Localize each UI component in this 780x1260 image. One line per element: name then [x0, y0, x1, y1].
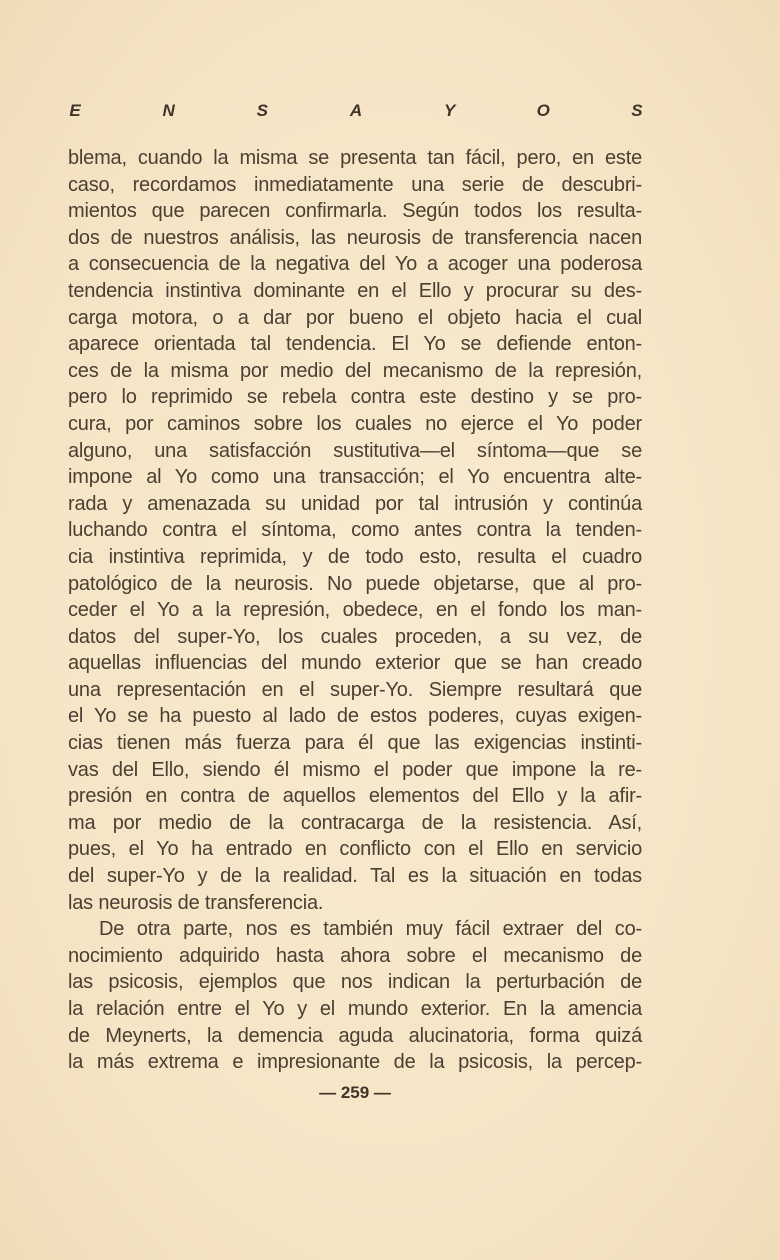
text-line: patológico de la neurosis. No puede objetarse, que al pro- [68, 572, 642, 595]
text-line: De otra parte, nos es también muy fácil extraer del co- [99, 918, 642, 941]
header-letter: A [349, 101, 363, 120]
text-line: carga motora, o a dar por bueno el objeto hacia el cual [68, 306, 642, 329]
text-line: luchando contra el síntoma, como antes contra la tenden- [68, 519, 642, 542]
header-letter: O [536, 101, 550, 120]
text-line: ces de la misma por medio del mecanismo de la represión, [68, 359, 642, 382]
text-line: nocimiento adquirido hasta ahora sobre el mecanismo de [68, 944, 642, 967]
text-line: aquellas influencias del mundo exterior que se han creado [68, 652, 642, 675]
text-line: alguno, una satisfacción sustitutiva—el síntoma—que se [68, 439, 642, 462]
text-line: aparece orientada tal tendencia. El Yo se defiende enton- [68, 333, 642, 356]
body-text [68, 145, 642, 1076]
text-line: mientos que parecen confirmarla. Según todos los resulta- [68, 200, 642, 223]
text-line: blema, cuando la misma se presenta tan fácil, pero, en este [68, 147, 642, 169]
text-line: pues, el Yo ha entrado en conflicto con el Ello en servicio [68, 838, 642, 861]
text-line: tendencia instintiva dominante en el Ello y procurar su des- [68, 279, 642, 302]
text-line: dos de nuestros análisis, las neurosis de transferencia nacen [68, 226, 642, 249]
text-line: ceder el Yo a la represión, obedece, en el fondo los man- [68, 599, 642, 622]
header-letter: Y [443, 101, 456, 120]
text-line: cia instintiva reprimida, y de todo esto, resulta el cuadro [68, 545, 642, 568]
header-letter: S [631, 101, 643, 120]
text-line: datos del super-Yo, los cuales proceden, a su vez, de [68, 625, 642, 648]
text-line: ma por medio de la contracarga de la resistencia. Así, [68, 811, 642, 834]
text-line: la relación entre el Yo y el mundo exterior. En la amencia [68, 998, 642, 1020]
text-line: vas del Ello, siendo él mismo el poder que impone la re- [68, 758, 642, 781]
header-letter: E [69, 101, 81, 120]
text-line: las psicosis, ejemplos que nos indican la perturbación de [68, 971, 642, 994]
text-line: las neurosis de transferencia. [68, 891, 324, 914]
text-line: impone al Yo como una transacción; el Yo encuentra alte- [68, 466, 642, 489]
text-line: de Meynerts, la demencia aguda alucinatoria, forma quizá [68, 1024, 642, 1047]
text-line: rada y amenazada su unidad por tal intrusión y continúa [68, 492, 642, 515]
text-line: la más extrema e impresionante de la psicosis, la percep- [68, 1051, 642, 1074]
text-line: caso, recordamos inmediatamente una serie de descubri- [68, 173, 642, 196]
header-letter: S [256, 101, 268, 120]
text-line: cura, por caminos sobre los cuales no ejerce el Yo poder [68, 412, 642, 435]
text-line: del super-Yo y de la realidad. Tal es la situación en todas [68, 865, 642, 888]
text-line: el Yo se ha puesto al lado de estos poderes, cuyas exigen- [68, 705, 642, 728]
running-header [68, 101, 644, 121]
text-line: pero lo reprimido se rebela contra este destino y se pro- [68, 386, 642, 409]
header-letter: N [162, 101, 175, 120]
text-line: a consecuencia de la negativa del Yo a acoger una poderosa [68, 253, 642, 276]
text-line: una representación en el super-Yo. Siempre resultará que [68, 678, 642, 701]
text-line: cias tienen más fuerza para él que las exigencias instinti- [68, 732, 642, 755]
page-number: — 259 — [319, 1083, 391, 1102]
text-line: presión en contra de aquellos elementos del Ello y la afir- [68, 785, 642, 808]
